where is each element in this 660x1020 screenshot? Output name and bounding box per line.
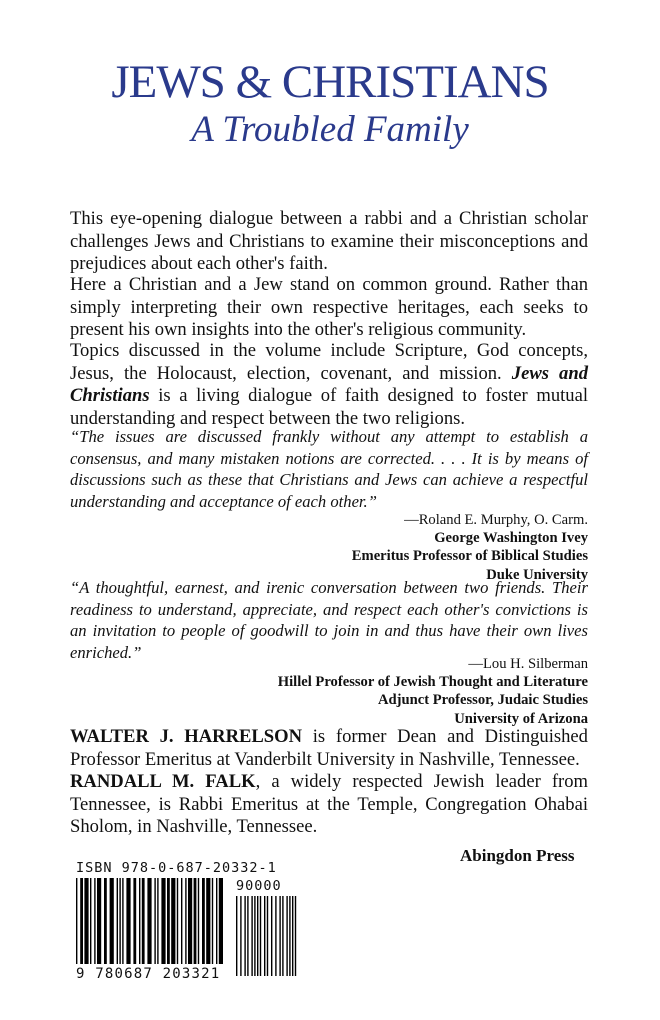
- barcode-bar: [295, 896, 296, 976]
- author-name: WALTER J. HARRELSON: [70, 726, 303, 747]
- barcode-bar: [142, 878, 145, 964]
- topics-text: Topics discussed in the volume include Scripture, God concepts, Jesus, the Holocaust, election, covenant, and mission.: [70, 340, 588, 384]
- barcode-bar: [289, 896, 290, 976]
- barcode-bar: [202, 878, 205, 964]
- barcode-bar: [122, 878, 123, 964]
- barcode-bar: [251, 896, 252, 976]
- price-barcode: [236, 896, 298, 978]
- barcode-bar: [212, 878, 213, 964]
- barcode-bar: [177, 878, 178, 964]
- author-bio: [70, 771, 588, 839]
- barcode-bar: [167, 878, 170, 964]
- barcode-bar: [282, 896, 283, 976]
- barcode-bar: [133, 878, 136, 964]
- barcode-bar: [119, 878, 120, 964]
- topics-paragraph: [70, 340, 588, 430]
- endorsement-quote: “A thoughtful, earnest, and irenic conversation between two friends. Their readiness to understand, appreciate, and respect each other's convictions is an invitation to people of goodwill to join in and thus have their own lives enriched.”: [70, 578, 588, 662]
- barcode-bar: [157, 878, 158, 964]
- endorser-title: George Washington Ivey: [434, 530, 588, 547]
- barcode-bar: [257, 896, 258, 976]
- barcode-bar: [181, 878, 182, 964]
- endorser-name: —Lou H. Silberman: [468, 656, 588, 672]
- barcode-bar: [244, 896, 245, 976]
- barcode-bar: [171, 878, 175, 964]
- author-name: RANDALL M. FALK: [70, 771, 256, 792]
- barcode-bar: [254, 896, 255, 976]
- barcode-bar: [188, 878, 192, 964]
- author-bio-text: is former Dean and Distinguished Professor Emeritus at Vanderbilt University in Nashville, Tennessee.: [70, 726, 588, 770]
- endorser-affiliation: Duke University: [486, 566, 588, 583]
- barcode-bar: [147, 878, 151, 964]
- barcode-bar: [236, 896, 237, 976]
- barcode-bar: [206, 878, 210, 964]
- book-subtitle: A Troubled Family: [191, 109, 469, 150]
- barcode-bar: [161, 878, 165, 964]
- barcode-bar: [198, 878, 199, 964]
- description-paragraph: Here a Christian and a Jew stand on common ground. Rather than simply interpreting their own respective heritages, each seeks to present his own insights into the other's religious community.: [70, 274, 588, 340]
- barcode-bar: [260, 896, 261, 976]
- barcode-bar: [185, 878, 186, 964]
- endorsement-attribution: [188, 655, 588, 728]
- endorser-title: Adjunct Professor, Judaic Studies: [377, 692, 588, 709]
- endorser-name: —Roland E. Murphy, O. Carm.: [404, 512, 588, 528]
- barcode-bar: [139, 878, 140, 964]
- book-title-emphasis: Jews and Christians: [70, 362, 588, 406]
- barcode-bar: [247, 896, 248, 976]
- barcode-bar: [267, 896, 268, 976]
- barcode-bar: [90, 878, 91, 964]
- barcode-bar: [110, 878, 114, 964]
- barcode-bar: [292, 896, 293, 976]
- barcode-bar: [94, 878, 95, 964]
- endorser-title: Hillel Professor of Jewish Thought and Literature: [277, 674, 588, 691]
- barcode-bar: [194, 878, 197, 964]
- barcode-bar: [154, 878, 155, 964]
- endorser-title: Emeritus Professor of Biblical Studies: [351, 548, 588, 565]
- endorsement-attribution: [188, 511, 588, 584]
- author-bio-text: , a widely respected Jewish leader from Tennessee, is Rabbi Emeritus at the Temple, Congregation Ohabai Sholom, in Nashville, Tennessee.: [70, 771, 588, 837]
- publisher-name: Abingdon Press: [460, 846, 575, 865]
- barcode-bar: [216, 878, 217, 964]
- barcode-bar: [286, 896, 287, 976]
- barcode-bar: [279, 896, 280, 976]
- barcode-bar: [126, 878, 130, 964]
- price-code: 90000: [236, 878, 282, 894]
- topics-text: is a living dialogue of faith designed to foster mutual understanding and respect between the two religions.: [70, 385, 588, 429]
- description-paragraph: This eye-opening dialogue between a rabbi and a Christian scholar challenges Jews and Christians to examine their misconceptions and prejudices about each other's faith.: [70, 208, 588, 274]
- author-bio: [70, 726, 588, 771]
- barcode-bar: [97, 878, 101, 964]
- barcode-bar: [271, 896, 272, 976]
- barcode-bar: [84, 878, 88, 964]
- barcode-bar: [264, 896, 265, 976]
- barcode-bar: [219, 878, 223, 964]
- isbn-label: ISBN 978-0-687-20332-1: [76, 860, 277, 876]
- barcode-bar: [76, 878, 77, 964]
- book-title: JEWS & CHRISTIANS: [111, 56, 549, 108]
- barcode-bar: [117, 878, 118, 964]
- barcode-bar: [240, 896, 241, 976]
- barcode-bar: [80, 878, 83, 964]
- barcode-bar: [275, 896, 276, 976]
- endorser-affiliation: University of Arizona: [454, 710, 588, 727]
- endorsement-quote: “The issues are discussed frankly without any attempt to establish a consensus, and many mistaken notions are corrected. . . . It is by means of discussions such as these that Christians and Jews can achieve a respectful understanding and acceptance of each other.”: [70, 427, 588, 511]
- barcode-bar: [104, 878, 107, 964]
- ean-number: 9 780687 203321: [76, 966, 221, 982]
- ean-barcode: [76, 878, 224, 966]
